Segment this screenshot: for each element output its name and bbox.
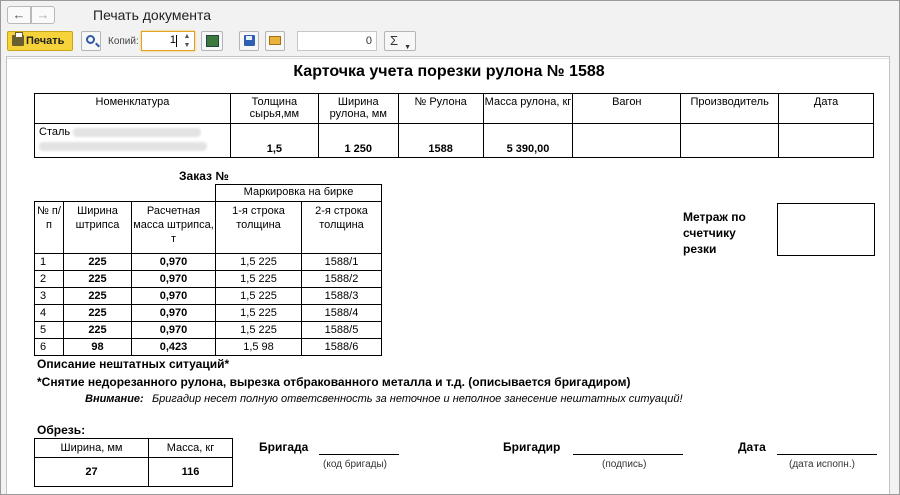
strip-width: 98	[64, 339, 132, 356]
foreman-hint: (подпись)	[602, 459, 647, 470]
strip-width: 225	[64, 271, 132, 288]
brigade-label: Бригада	[259, 440, 309, 454]
roll-info-table	[34, 93, 874, 158]
strip-width: 225	[64, 322, 132, 339]
roll-number-value: 1588	[398, 124, 483, 158]
marking-line2: 1588/4	[302, 305, 382, 322]
strip-width: 225	[64, 305, 132, 322]
table-header-row	[35, 94, 874, 124]
strip-mass: 0,970	[132, 305, 216, 322]
table-settings-icon	[206, 35, 219, 47]
copies-stepper[interactable]: ▲ ▼	[183, 33, 191, 49]
toolbar	[1, 29, 899, 53]
strip-table	[34, 184, 382, 356]
window-title: Печать документа	[93, 7, 212, 23]
trim-mass-value: 116	[149, 458, 233, 487]
trim-width-header: Ширина, мм	[35, 439, 149, 458]
trim-label: Обрезь:	[37, 423, 86, 437]
thickness-value: 1,5	[230, 124, 318, 158]
table-row	[35, 458, 233, 487]
marking-line1: 1,5 225	[216, 288, 302, 305]
save-button[interactable]	[239, 31, 259, 51]
sigma-icon: Σ	[390, 33, 399, 48]
marking-line2: 1588/5	[302, 322, 382, 339]
table-row	[35, 271, 382, 288]
header-roll-number: № Рулона	[398, 94, 483, 124]
header-line2: 2-я строка толщина	[302, 202, 382, 254]
table-row	[35, 305, 382, 322]
sum-value-field[interactable]: 0	[297, 31, 377, 51]
marking-line1: 1,5 98	[216, 339, 302, 356]
roll-width-value: 1 250	[318, 124, 398, 158]
header-manufacturer: Производитель	[681, 94, 779, 124]
empty-cell	[132, 185, 216, 202]
foreman-label: Бригадир	[503, 440, 561, 454]
row-number: 2	[35, 271, 64, 288]
document-preview[interactable]	[6, 56, 890, 494]
header-thickness: Толщина сырья,мм	[230, 94, 318, 124]
strip-mass: 0,970	[132, 322, 216, 339]
marking-line1: 1,5 225	[216, 322, 302, 339]
marking-line1: 1,5 225	[216, 271, 302, 288]
forward-arrow-icon[interactable]: →	[31, 6, 55, 24]
header-roll-mass: Масса рулона, кг	[483, 94, 573, 124]
header-line1: 1-я строка толщина	[216, 202, 302, 254]
marking-header: Маркировка на бирке	[216, 185, 382, 202]
print-button-label: Печать	[26, 35, 65, 47]
manufacturer-value	[681, 124, 779, 158]
row-number: 1	[35, 254, 64, 271]
marking-line2: 1588/1	[302, 254, 382, 271]
attention-text: Бригадир несет полную ответсвенность за неточное и неполное занесение нештатных ситуаций!	[152, 393, 683, 405]
header-date: Дата	[779, 94, 874, 124]
sum-dropdown-button[interactable]	[384, 31, 416, 51]
nomenclature-cell	[35, 124, 231, 158]
row-number: 5	[35, 322, 64, 339]
copies-value: 1	[169, 34, 176, 46]
text-caret	[176, 35, 177, 47]
foreman-signature-line	[573, 454, 683, 455]
strip-width: 225	[64, 288, 132, 305]
header-strip-mass: Расчетная масса штрипса, т	[132, 202, 216, 254]
table-row	[35, 288, 382, 305]
print-button[interactable]	[7, 31, 73, 51]
table-row	[35, 339, 382, 356]
preview-button[interactable]	[81, 31, 101, 51]
back-arrow-icon[interactable]: ←	[7, 6, 31, 24]
document-title: Карточка учета порезки рулона № 1588	[293, 63, 605, 80]
date-value	[779, 124, 874, 158]
chevron-down-icon: ▼	[404, 44, 411, 51]
title-bar	[1, 1, 899, 29]
date-label: Дата	[738, 440, 766, 454]
header-strip-width: Ширина штрипса	[64, 202, 132, 254]
trim-table	[34, 438, 233, 487]
marking-line1: 1,5 225	[216, 305, 302, 322]
trim-width-value: 27	[35, 458, 149, 487]
date-hint: (дата испопн.)	[789, 459, 855, 470]
date-signature-line	[777, 454, 877, 455]
print-settings-button[interactable]	[201, 31, 223, 51]
magnifier-icon	[86, 35, 95, 44]
meter-counter-box	[777, 203, 875, 256]
copies-label: Копий:	[108, 36, 139, 47]
marking-line2: 1588/2	[302, 271, 382, 288]
strip-header-row	[35, 202, 382, 254]
strip-mass: 0,423	[132, 339, 216, 356]
brigade-signature-line	[319, 454, 399, 455]
strip-mass: 0,970	[132, 288, 216, 305]
table-row	[35, 322, 382, 339]
send-email-button[interactable]	[265, 31, 285, 51]
table-row	[35, 254, 382, 271]
empty-cell	[64, 185, 132, 202]
nomenclature-prefix: Сталь	[39, 126, 71, 138]
header-row-number: № п/п	[35, 202, 64, 254]
table-row	[35, 124, 874, 158]
wagon-value	[573, 124, 681, 158]
row-number: 3	[35, 288, 64, 305]
header-nomenclature: Номенклатура	[35, 94, 231, 124]
header-wagon: Вагон	[573, 94, 681, 124]
trim-mass-header: Масса, кг	[149, 439, 233, 458]
incidents-note: *Снятие недорезанного рулона, вырезка отбракованного металла и т.д. (описывается бригадиром)	[37, 375, 631, 389]
marking-header-row	[35, 185, 382, 202]
floppy-disk-icon	[244, 35, 255, 46]
marking-line2: 1588/3	[302, 288, 382, 305]
strip-width: 225	[64, 254, 132, 271]
envelope-icon	[269, 36, 281, 45]
redacted-text	[73, 128, 201, 137]
printer-icon	[12, 35, 24, 46]
marking-line2: 1588/6	[302, 339, 382, 356]
trim-header-row	[35, 439, 233, 458]
strip-mass: 0,970	[132, 254, 216, 271]
meter-counter-label: Метраж по счетчику резки	[683, 210, 746, 256]
row-number: 4	[35, 305, 64, 322]
strip-mass: 0,970	[132, 271, 216, 288]
marking-line1: 1,5 225	[216, 254, 302, 271]
attention-label: Внимание:	[85, 393, 144, 405]
row-number: 6	[35, 339, 64, 356]
page-border-line	[7, 58, 889, 59]
redacted-text	[39, 142, 207, 151]
brigade-hint: (код бригады)	[323, 459, 387, 470]
incidents-title: Описание нештатных ситуаций*	[37, 357, 230, 371]
empty-cell	[35, 185, 64, 202]
order-label: Заказ №	[179, 169, 229, 183]
header-roll-width: Ширина рулона, мм	[318, 94, 398, 124]
roll-mass-value: 5 390,00	[483, 124, 573, 158]
